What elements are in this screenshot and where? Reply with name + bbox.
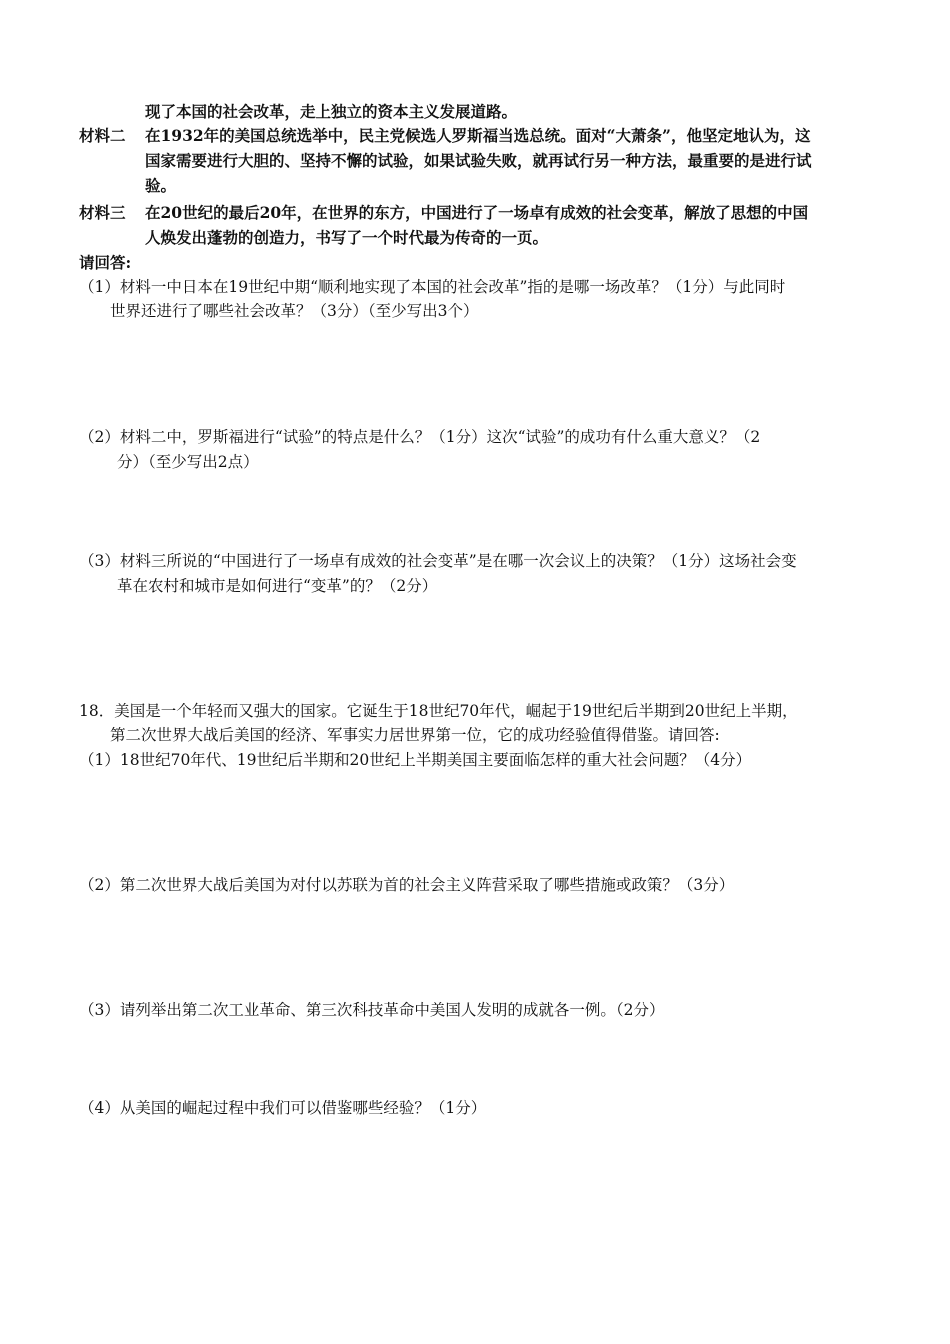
q18-stem-line2: 第二次世界大战后美国的经济、军事实力居世界第一位，它的成功经验值得借鉴。请回答: xyxy=(110,726,720,744)
q17-part3-line2: 革在农村和城市是如何进行“变革”的？（2分） xyxy=(117,577,438,595)
q17-part2-line2: 分）（至少写出2点） xyxy=(117,453,259,471)
material-two-line-2: 国家需要进行大胆的、坚持不懈的试验，如果试验失败，就再试行另一种方法，最重要的是进行试 xyxy=(145,151,812,170)
material-three-label: 材料三 xyxy=(79,203,126,222)
q17-part1-line2: 世界还进行了哪些社会改革？（3分）（至少写出3个） xyxy=(110,302,479,320)
q17-part2-line1: （2）材料二中，罗斯福进行“试验”的特点是什么？（1分）这次“试验”的成功有什么重大意义？（2 xyxy=(79,428,761,446)
material-two-line-3: 验。 xyxy=(145,176,177,195)
q18-part3: （3）请列举出第二次工业革命、第三次科技革命中美国人发明的成就各一例。（2分） xyxy=(79,1001,665,1019)
material-three-text: 在20世纪的最后20年，在世界的东方，中国进行了一场卓有成效的社会变革，解放了思想的中国 xyxy=(145,203,809,222)
material-two-text: 在1932年的美国总统选举中，民主党候选人罗斯福当选总统。面对“大萧条”，他坚定地认为，这 xyxy=(145,126,811,145)
material-three-line-1 xyxy=(79,202,808,224)
material-two-label: 材料二 xyxy=(79,126,126,145)
q18-part2: （2）第二次世界大战后美国为对付以苏联为首的社会主义阵营采取了哪些措施或政策？（3分） xyxy=(79,876,735,894)
material-one-tail: 现了本国的社会改革，走上独立的资本主义发展道路。 xyxy=(145,102,518,121)
q18-part4: （4）从美国的崛起过程中我们可以借鉴哪些经验？（1分） xyxy=(79,1099,487,1117)
material-three-line-2: 人焕发出蓬勃的创造力，书写了一个时代最为传奇的一页。 xyxy=(145,228,549,247)
please-answer: 请回答: xyxy=(79,253,132,272)
q18-part1: （1）18世纪70年代、19世纪后半期和20世纪上半期美国主要面临怎样的重大社会问题？（4分） xyxy=(79,751,752,769)
q17-part1-line1: （1）材料一中日本在19世纪中期“顺利地实现了本国的社会改革”指的是哪一场改革？（1分）与此同时 xyxy=(79,278,786,296)
q18-stem-line1: 18．美国是一个年轻而又强大的国家。它诞生于18世纪70年代，崛起于19世纪后半期到20世纪上半期， xyxy=(79,702,798,720)
q17-part3-line1: （3）材料三所说的“中国进行了一场卓有成效的社会变革”是在哪一次会议上的决策？（1分）这场社会变 xyxy=(79,552,797,570)
material-two-line-1 xyxy=(79,125,810,147)
